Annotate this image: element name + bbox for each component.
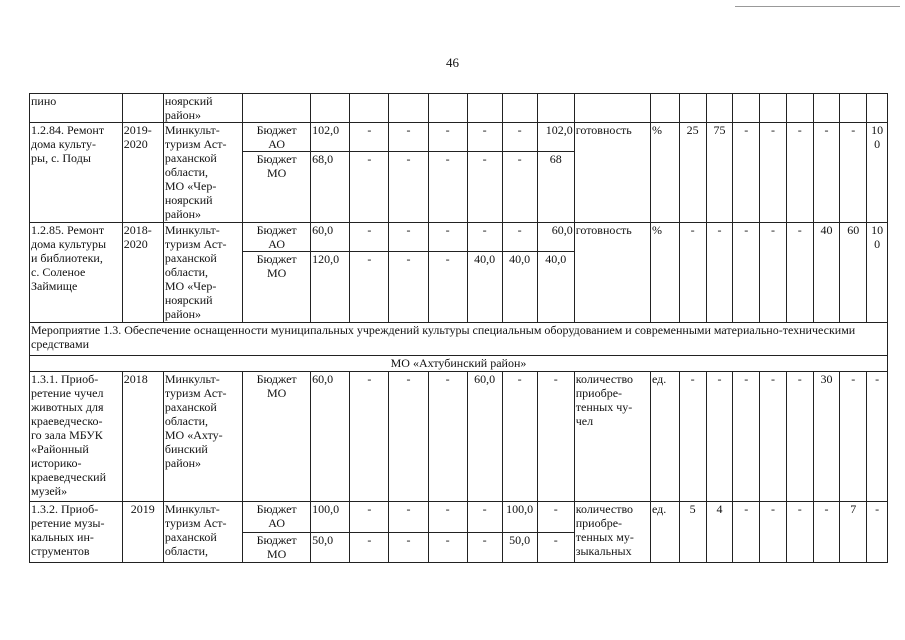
header-rule [735,6,900,7]
measure-years: 2019 [122,502,163,563]
table-row [30,323,888,356]
funding-source: Бюджет АО [243,223,311,252]
table-row [30,223,888,252]
indicator-unit: ед. [650,502,679,563]
indicator-value: - [760,502,787,563]
funding-source: Бюджет МО [243,252,311,323]
indicator-value: - [706,372,733,502]
indicator-value: - [733,502,760,563]
measure-years: 2019- 2020 [122,123,163,223]
indicator-value: 60 [840,223,867,323]
value-cell: - [350,252,389,323]
measure-name: 1.3.2. Приоб- ретение музы- кальных ин- струментов [30,502,123,563]
indicator-name: количество приобре- тенных чу- чел [574,372,650,502]
indicator-value: - [840,372,867,502]
value-cell: 50,0 [311,533,350,563]
table-cell: ноярский район» [163,94,242,123]
value-cell: - [467,152,502,223]
funding-source: Бюджет МО [243,372,311,502]
value-cell: - [389,372,428,502]
value-cell: - [467,123,502,152]
indicator-value: - [786,223,813,323]
indicator-value: 7 [840,502,867,563]
value-cell: - [428,252,467,323]
value-cell: 60,0 [467,372,502,502]
indicator-value: - [733,123,760,223]
value-cell: - [389,502,428,533]
value-cell: - [389,152,428,223]
page-number: 46 [446,55,459,70]
value-cell: - [350,223,389,252]
district-heading: МО «Ахтубинский район» [30,356,888,372]
value-cell: 60,0 [537,223,574,252]
value-cell: - [502,123,537,152]
value-cell: - [389,223,428,252]
value-cell: 40,0 [467,252,502,323]
value-cell: - [350,533,389,563]
table-row [30,356,888,372]
indicator-value: - [706,223,733,323]
measure-years: 2018 [122,372,163,502]
value-cell: - [428,152,467,223]
funding-source: Бюджет МО [243,533,311,563]
measure-years: 2018- 2020 [122,223,163,323]
funding-source: Бюджет АО [243,123,311,152]
value-cell: - [350,372,389,502]
measure-executor: Минкульт- туризм Аст- раханской области, МО «Ахту- бинский район» [163,372,242,502]
table-row [30,94,888,123]
indicator-value: 100 [867,123,888,223]
indicator-name: готовность [574,123,650,223]
value-cell: - [428,533,467,563]
indicator-value: 30 [813,372,840,502]
indicator-value: - [786,502,813,563]
table-row [30,123,888,152]
value-cell: - [350,123,389,152]
indicator-name: готовность [574,223,650,323]
value-cell: - [537,502,574,533]
value-cell: 68,0 [311,152,350,223]
value-cell: 100,0 [502,502,537,533]
value-cell: 40,0 [537,252,574,323]
indicator-value: - [867,372,888,502]
indicator-value: - [840,123,867,223]
value-cell: - [389,252,428,323]
value-cell: 102,0 [537,123,574,152]
value-cell: - [467,533,502,563]
indicator-unit: % [650,123,679,223]
value-cell: 40,0 [502,252,537,323]
value-cell: - [389,533,428,563]
value-cell: - [428,223,467,252]
indicator-value: - [867,502,888,563]
measure-executor: Минкульт- туризм Аст- раханской области, МО «Чер- ноярский район» [163,123,242,223]
indicator-value: 75 [706,123,733,223]
value-cell: 102,0 [311,123,350,152]
value-cell: - [467,502,502,533]
value-cell: 60,0 [311,223,350,252]
value-cell: 100,0 [311,502,350,533]
indicator-unit: ед. [650,372,679,502]
measure-name: 1.3.1. Приоб- ретение чучел животных для краеведческо- го зала МБУК «Районный историко- краеведческий музей» [30,372,123,502]
indicator-name: количество приобре- тенных му- зыкальных [574,502,650,563]
indicator-value: 5 [679,502,706,563]
value-cell: - [350,152,389,223]
value-cell: 120,0 [311,252,350,323]
indicator-value: - [760,223,787,323]
table-row [30,372,888,502]
value-cell: - [537,372,574,502]
value-cell: - [467,223,502,252]
value-cell: - [428,123,467,152]
value-cell: - [428,502,467,533]
indicator-value: - [786,123,813,223]
measure-name: 1.2.84. Ремонт дома культу- ры, с. Поды [30,123,123,223]
value-cell: 60,0 [311,372,350,502]
program-table [29,93,888,563]
measure-executor: Минкульт- туризм Аст- раханской области, [163,502,242,563]
table-row [30,502,888,533]
indicator-value: - [786,372,813,502]
table-cell: пино [30,94,123,123]
funding-source: Бюджет АО [243,502,311,533]
value-cell: - [502,223,537,252]
measure-executor: Минкульт- туризм Аст- раханской области, МО «Чер- ноярский район» [163,223,242,323]
measure-heading: Мероприятие 1.3. Обеспечение оснащенности муниципальных учреждений культуры специальным оборудованием и современными материально-техническими средствами [30,323,888,356]
indicator-value: - [733,372,760,502]
value-cell: - [537,533,574,563]
value-cell: - [350,502,389,533]
indicator-value: 4 [706,502,733,563]
indicator-value: 100 [867,223,888,323]
value-cell: - [389,123,428,152]
funding-source: Бюджет МО [243,152,311,223]
value-cell: 50,0 [502,533,537,563]
indicator-value: - [679,223,706,323]
indicator-value: - [679,372,706,502]
indicator-value: 25 [679,123,706,223]
indicator-value: - [760,372,787,502]
value-cell: - [502,372,537,502]
indicator-value: - [760,123,787,223]
indicator-value: - [813,502,840,563]
indicator-value: 40 [813,223,840,323]
indicator-value: - [733,223,760,323]
indicator-unit: % [650,223,679,323]
measure-name: 1.2.85. Ремонт дома культуры и библиотеки, с. Соленое Займище [30,223,123,323]
value-cell: - [428,372,467,502]
indicator-value: - [813,123,840,223]
value-cell: - [502,152,537,223]
value-cell: 68 [537,152,574,223]
